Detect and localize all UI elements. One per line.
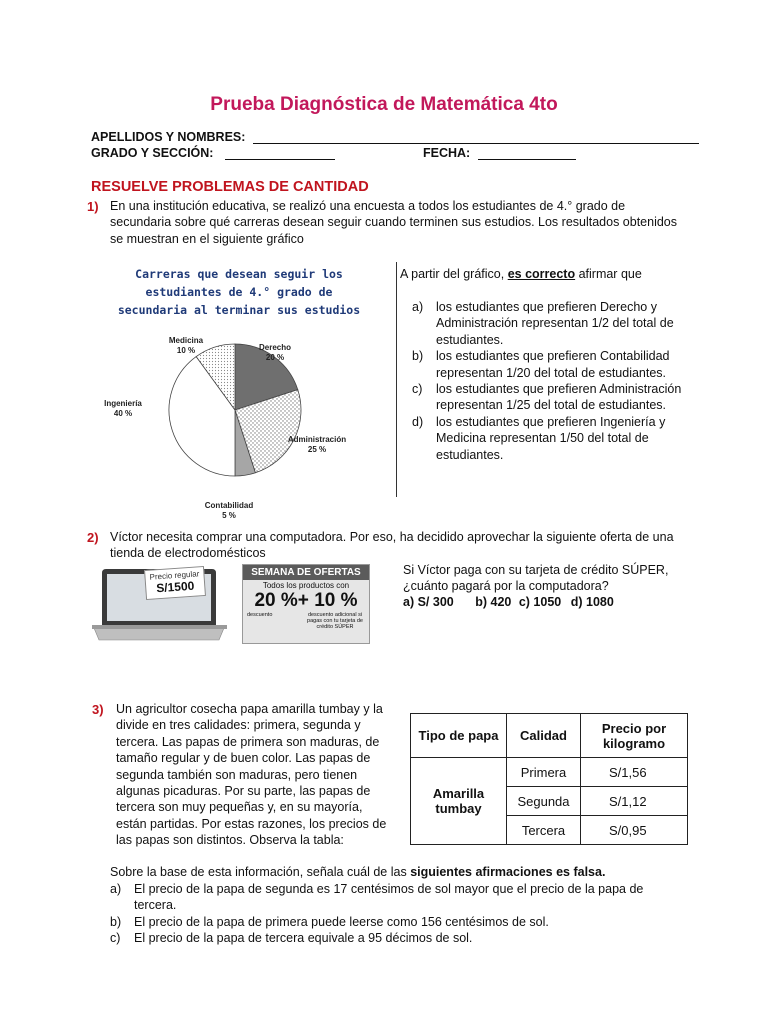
q2-number: 2) [87, 530, 99, 545]
q3-line: tercera son muy pequeñas y, en su mayoría, [116, 800, 363, 815]
grado-field[interactable] [225, 148, 335, 160]
q3-line: segunda también son maduras, pero tienen [116, 767, 358, 782]
q3-line: divide en tres calidades: primera, segunda y [116, 718, 361, 733]
price-tag-label: Precio regular [149, 569, 200, 582]
table-header-cell: Tipo de papa [411, 714, 507, 758]
q2-options [403, 595, 614, 609]
grado-row [91, 146, 335, 160]
laptop-hinge [92, 625, 227, 629]
table-header-cell: Precio por kilogramo [581, 714, 688, 758]
q1-option-d[interactable] [412, 414, 712, 463]
q3-line: las papas son distintos. Observa la tabla: [116, 833, 344, 848]
laptop-keyboard-base [94, 628, 224, 640]
page-title: Prueba Diagnóstica de Matemática 4to [210, 94, 558, 115]
q3-prompt-emph: siguientes afirmaciones es falsa. [410, 865, 606, 879]
chart-title-line: secundaria al terminar sus estudios [117, 303, 361, 317]
q2-line: tienda de electrodomésticos [110, 546, 266, 561]
pie-label-value: 20 % [265, 353, 285, 362]
q1-option-a[interactable] [412, 299, 712, 348]
pie-label-value: 25 % [307, 445, 327, 454]
apellidos-row [91, 130, 699, 144]
discount-2: 10 % [314, 590, 358, 611]
table-type-cell: Amarilla tumbay [411, 758, 507, 845]
q2-question-line: ¿cuánto pagará por la computadora? [403, 579, 609, 594]
option-line: los estudiantes que prefieren Administración [436, 382, 682, 397]
pie-label-category: Contabilidad [204, 501, 254, 510]
discount-1-caption: descuento [247, 612, 273, 618]
q3-option-a[interactable] [110, 881, 700, 914]
option-line: El precio de la papa de tercera equivale a 95 décimos de sol. [134, 931, 473, 946]
q1-options [412, 299, 712, 463]
q1-prompt-post: afirmar que [575, 267, 642, 281]
option-letter: b) [412, 349, 424, 364]
q3-text [116, 701, 406, 849]
q3-prompt [110, 864, 720, 880]
option-line: representan 1/25 del total de estudiantes. [436, 398, 667, 413]
pie-chart [100, 330, 390, 520]
table-price-cell: S/1,12 [581, 787, 688, 816]
q3-options [110, 881, 700, 947]
pie-label-category: Derecho [258, 343, 292, 352]
q2-text [110, 529, 720, 562]
pie-label-value: 5 % [222, 511, 236, 520]
q1-line: se muestran en el siguiente gráfico [110, 231, 304, 246]
q2-question [403, 562, 733, 595]
q1-number: 1) [87, 199, 99, 214]
offer-header: SEMANA DE OFERTAS [243, 565, 369, 580]
option-line: los estudiantes que prefieren Contabilidad [436, 349, 670, 364]
option-letter: d) [412, 414, 424, 429]
table-quality-cell: Segunda [507, 787, 581, 816]
price-tag-price: S/1500 [155, 578, 195, 596]
option-line: estudiantes. [436, 447, 504, 462]
option-letter: c) [110, 931, 121, 946]
option-line: Administración representan 1/2 del total de [436, 316, 674, 331]
q3-option-c[interactable] [110, 930, 700, 946]
option-letter: a) [412, 300, 424, 314]
option-letter: b) [110, 914, 122, 929]
offer-captions [243, 612, 369, 630]
fecha-field[interactable] [478, 148, 576, 160]
fecha-label: FECHA: [423, 146, 471, 160]
section-title: RESUELVE PROBLEMAS DE CANTIDAD [91, 179, 369, 195]
q1-line: secundaria sobre qué carreras desean seguir cuando terminen sus estudios. Los resultados obtenidos [110, 215, 678, 230]
q3-option-b[interactable] [110, 914, 700, 930]
apellidos-label: APELLIDOS Y NOMBRES: [91, 130, 246, 144]
chart-title-line: estudiantes de 4.° grado de [145, 285, 333, 299]
q3-prompt-pre: Sobre la base de esta información, señala cuál de las [110, 865, 411, 879]
option-line: estudiantes. [436, 332, 504, 347]
table-row [411, 758, 688, 787]
discount-1: 20 % [254, 590, 298, 611]
table-header-cell: Calidad [507, 714, 581, 758]
offer-sub: Todos los productos con [262, 581, 350, 590]
option-line: los estudiantes que prefieren Derecho y [436, 300, 657, 314]
vertical-divider [396, 262, 397, 497]
price-table [410, 713, 688, 845]
q1-prompt-emph: es correcto [507, 267, 576, 281]
apellidos-field[interactable] [253, 132, 699, 144]
pie-label-value: 10 % [176, 346, 196, 355]
q2-option-a[interactable]: a) S/ 300 [403, 595, 454, 609]
q3-line: tercera. Las papas de primera son maduras, de [116, 734, 380, 749]
fecha-row [423, 146, 576, 160]
pie-label-category: Medicina [168, 336, 204, 345]
option-letter: a) [110, 882, 122, 896]
option-line: El precio de la papa de segunda es 17 centésimos de sol mayor que el precio de la papa de [134, 882, 644, 896]
q1-prompt-pre: A partir del gráfico, [400, 267, 508, 281]
table-quality-cell: Primera [507, 758, 581, 787]
grado-label: GRADO Y SECCIÓN: [91, 146, 214, 160]
pie-label-category: Administración [287, 435, 347, 444]
table-header-row [411, 714, 688, 758]
chart-title [106, 265, 372, 319]
q1-prompt [400, 266, 720, 282]
q2-line: Víctor necesita comprar una computadora. Por eso, ha decidido aprovechar la siguiente oferta de una [110, 530, 674, 544]
offer-discounts [243, 590, 369, 612]
option-line: los estudiantes que prefieren Ingeniería y [436, 414, 666, 429]
table-price-cell: S/0,95 [581, 816, 688, 845]
option-line: representan 1/20 del total de estudiantes. [436, 365, 667, 380]
chart-title-line: Carreras que desean seguir los [135, 267, 343, 281]
q1-text [110, 198, 710, 247]
pie-label-value: 40 % [113, 409, 133, 418]
q2-option-c[interactable]: c) 1050 [518, 595, 562, 609]
price-tag [144, 566, 206, 600]
q3-line: algunas picaduras. Por su parte, las papas de [116, 784, 371, 799]
q3-line: tamaño regular y de buen color. Las papas de [116, 751, 371, 766]
q2-question-line: Si Víctor paga con su tarjeta de crédito SÚPER, [403, 563, 669, 577]
option-line: Medicina representan 1/50 del total de [436, 431, 649, 446]
option-line: tercera. [134, 898, 177, 913]
option-letter: c) [412, 382, 423, 397]
table-quality-cell: Tercera [507, 816, 581, 845]
discount-plus: + [297, 590, 309, 611]
option-line: El precio de la papa de primera puede leerse como 156 centésimos de sol. [134, 914, 549, 929]
q2-option-b[interactable]: b) 420 [475, 595, 512, 609]
q2-option-d[interactable]: d) 1080 [570, 595, 614, 609]
q3-number: 3) [92, 702, 104, 717]
q1-option-b[interactable] [412, 348, 712, 381]
q1-option-c[interactable] [412, 381, 712, 414]
q1-line: En una institución educativa, se realizó una encuesta a todos los estudiantes de 4.° grado de [110, 199, 626, 213]
offer-box [242, 564, 370, 644]
table-price-cell: S/1,56 [581, 758, 688, 787]
q3-line: Un agricultor cosecha papa amarilla tumbay y la [116, 702, 383, 716]
pie-label-category: Ingeniería [104, 399, 142, 408]
discount-2-caption: descuento adicional si pagas con tu tarjeta de crédito SÚPER [307, 612, 363, 630]
q3-line: están partidas. Por estas razones, los precios de [116, 816, 387, 831]
